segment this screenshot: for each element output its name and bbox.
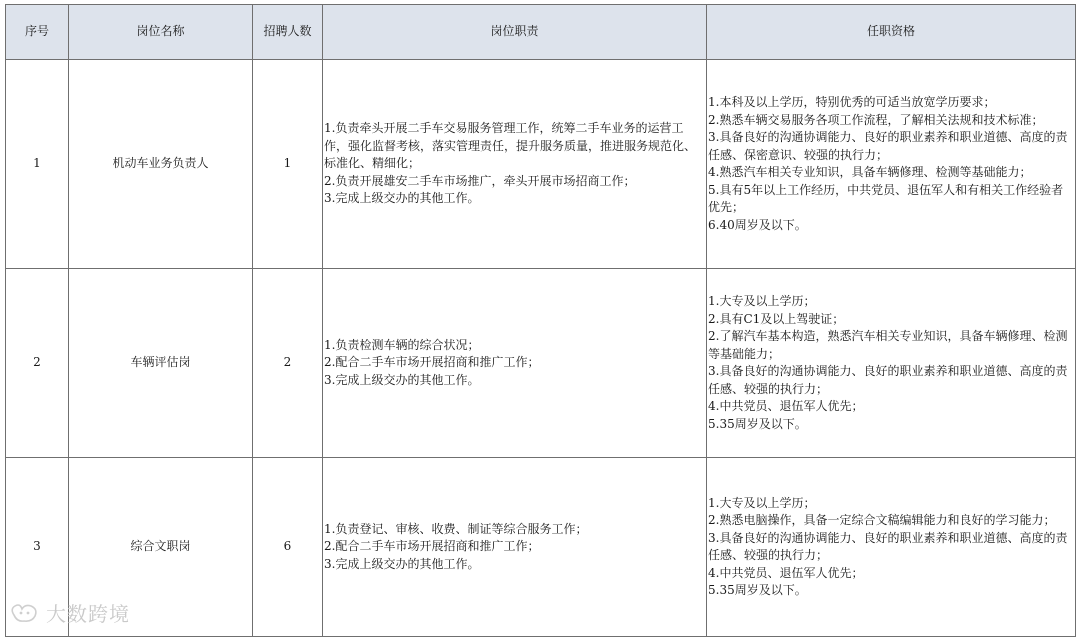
qualification-line: 2.熟悉电脑操作，具备一定综合文稿编辑能力和良好的学习能力；	[708, 513, 1056, 527]
qualification-line: 5.35周岁及以下。	[708, 583, 807, 597]
cell-qualifications	[707, 60, 1076, 269]
header-headcount: 招聘人数	[253, 5, 323, 60]
qualification-line: 2.了解汽车基本构造，熟悉汽车相关专业知识，具备车辆修理、检测等基础能力；	[708, 329, 1068, 361]
watermark	[8, 598, 130, 627]
qualification-line: 1.大专及以上学历；	[708, 495, 816, 510]
recruitment-table	[5, 4, 1076, 637]
cell-no: 3	[6, 458, 69, 637]
duty-line: 2.配合二手车市场开展招商和推广工作；	[324, 355, 540, 370]
duty-line: 3.完成上级交办的其他工作。	[324, 556, 480, 571]
qualification-line: 1.本科及以上学历，特别优秀的可适当放宽学历要求；	[708, 95, 996, 109]
qualification-line: 1.大专及以上学历；	[708, 294, 816, 308]
duty-line: 2.负责开展雄安二手车市场推广，牵头开展市场招商工作；	[324, 173, 636, 188]
duty-line: 1.负责登记、审核、收费、制证等综合服务工作；	[324, 521, 588, 536]
duty-line: 2.配合二手车市场开展招商和推广工作；	[324, 539, 540, 554]
cell-headcount: 2	[253, 269, 323, 458]
table-row	[6, 60, 1076, 269]
cell-position-name: 机动车业务负责人	[69, 60, 253, 269]
cell-headcount: 1	[253, 60, 323, 269]
qualification-line: 3.具备良好的沟通协调能力、良好的职业素养和职业道德、高度的责任感、较强的执行力；	[708, 364, 1068, 396]
qualification-line: 3.具备良好的沟通协调能力、良好的职业素养和职业道德、高度的责任感、较强的执行力；	[708, 530, 1068, 562]
cell-position-name: 综合文职岗	[69, 458, 253, 637]
table-row	[6, 458, 1076, 637]
watermark-text: 大数跨境	[46, 602, 130, 626]
header-position-name: 岗位名称	[69, 5, 253, 60]
duty-line: 3.完成上级交办的其他工作。	[324, 372, 480, 387]
qualification-line: 4.中共党员、退伍军人优先；	[708, 399, 864, 413]
cell-position-name: 车辆评估岗	[69, 269, 253, 458]
cell-headcount: 6	[253, 458, 323, 637]
duty-line: 1.负责检测车辆的综合状况；	[324, 337, 480, 352]
qualification-line: 4.熟悉汽车相关专业知识，具备车辆修理、检测等基础能力；	[708, 165, 1032, 179]
header-no: 序号	[6, 5, 69, 60]
cell-duties	[323, 60, 707, 269]
qualification-line: 4.中共党员、退伍军人优先；	[708, 565, 864, 580]
header-duties: 岗位职责	[323, 5, 707, 60]
cell-no: 2	[6, 269, 69, 458]
qualification-line: 6.40周岁及以下。	[708, 217, 807, 232]
header-qualifications: 任职资格	[707, 5, 1076, 60]
watermark-logo-icon	[8, 601, 42, 625]
cell-qualifications	[707, 269, 1076, 458]
qualification-line: 5.具有5年以上工作经历，中共党员、退伍军人和有相关工作经验者优先；	[708, 182, 1064, 214]
cell-qualifications	[707, 458, 1076, 637]
header-row	[6, 5, 1076, 60]
cell-no: 1	[6, 60, 69, 269]
qualification-line: 5.35周岁及以下。	[708, 416, 807, 431]
qualification-line: 3.具备良好的沟通协调能力、良好的职业素养和职业道德、高度的责任感、保密意识、较强的执行力；	[708, 130, 1068, 162]
qualification-line: 2.具有C1及以上驾驶证；	[708, 311, 845, 326]
cell-duties	[323, 458, 707, 637]
cell-duties	[323, 269, 707, 458]
qualification-line: 2.熟悉车辆交易服务各项工作流程，了解相关法规和技术标准；	[708, 112, 1044, 127]
duty-line: 1.负责牵头开展二手车交易服务管理工作，统筹二手车业务的运营工作，强化监督考核，落实管理责任，提升服务质量，推进服务规范化、标准化、精细化；	[324, 121, 697, 171]
duty-line: 3.完成上级交办的其他工作。	[324, 191, 480, 206]
table-row	[6, 269, 1076, 458]
